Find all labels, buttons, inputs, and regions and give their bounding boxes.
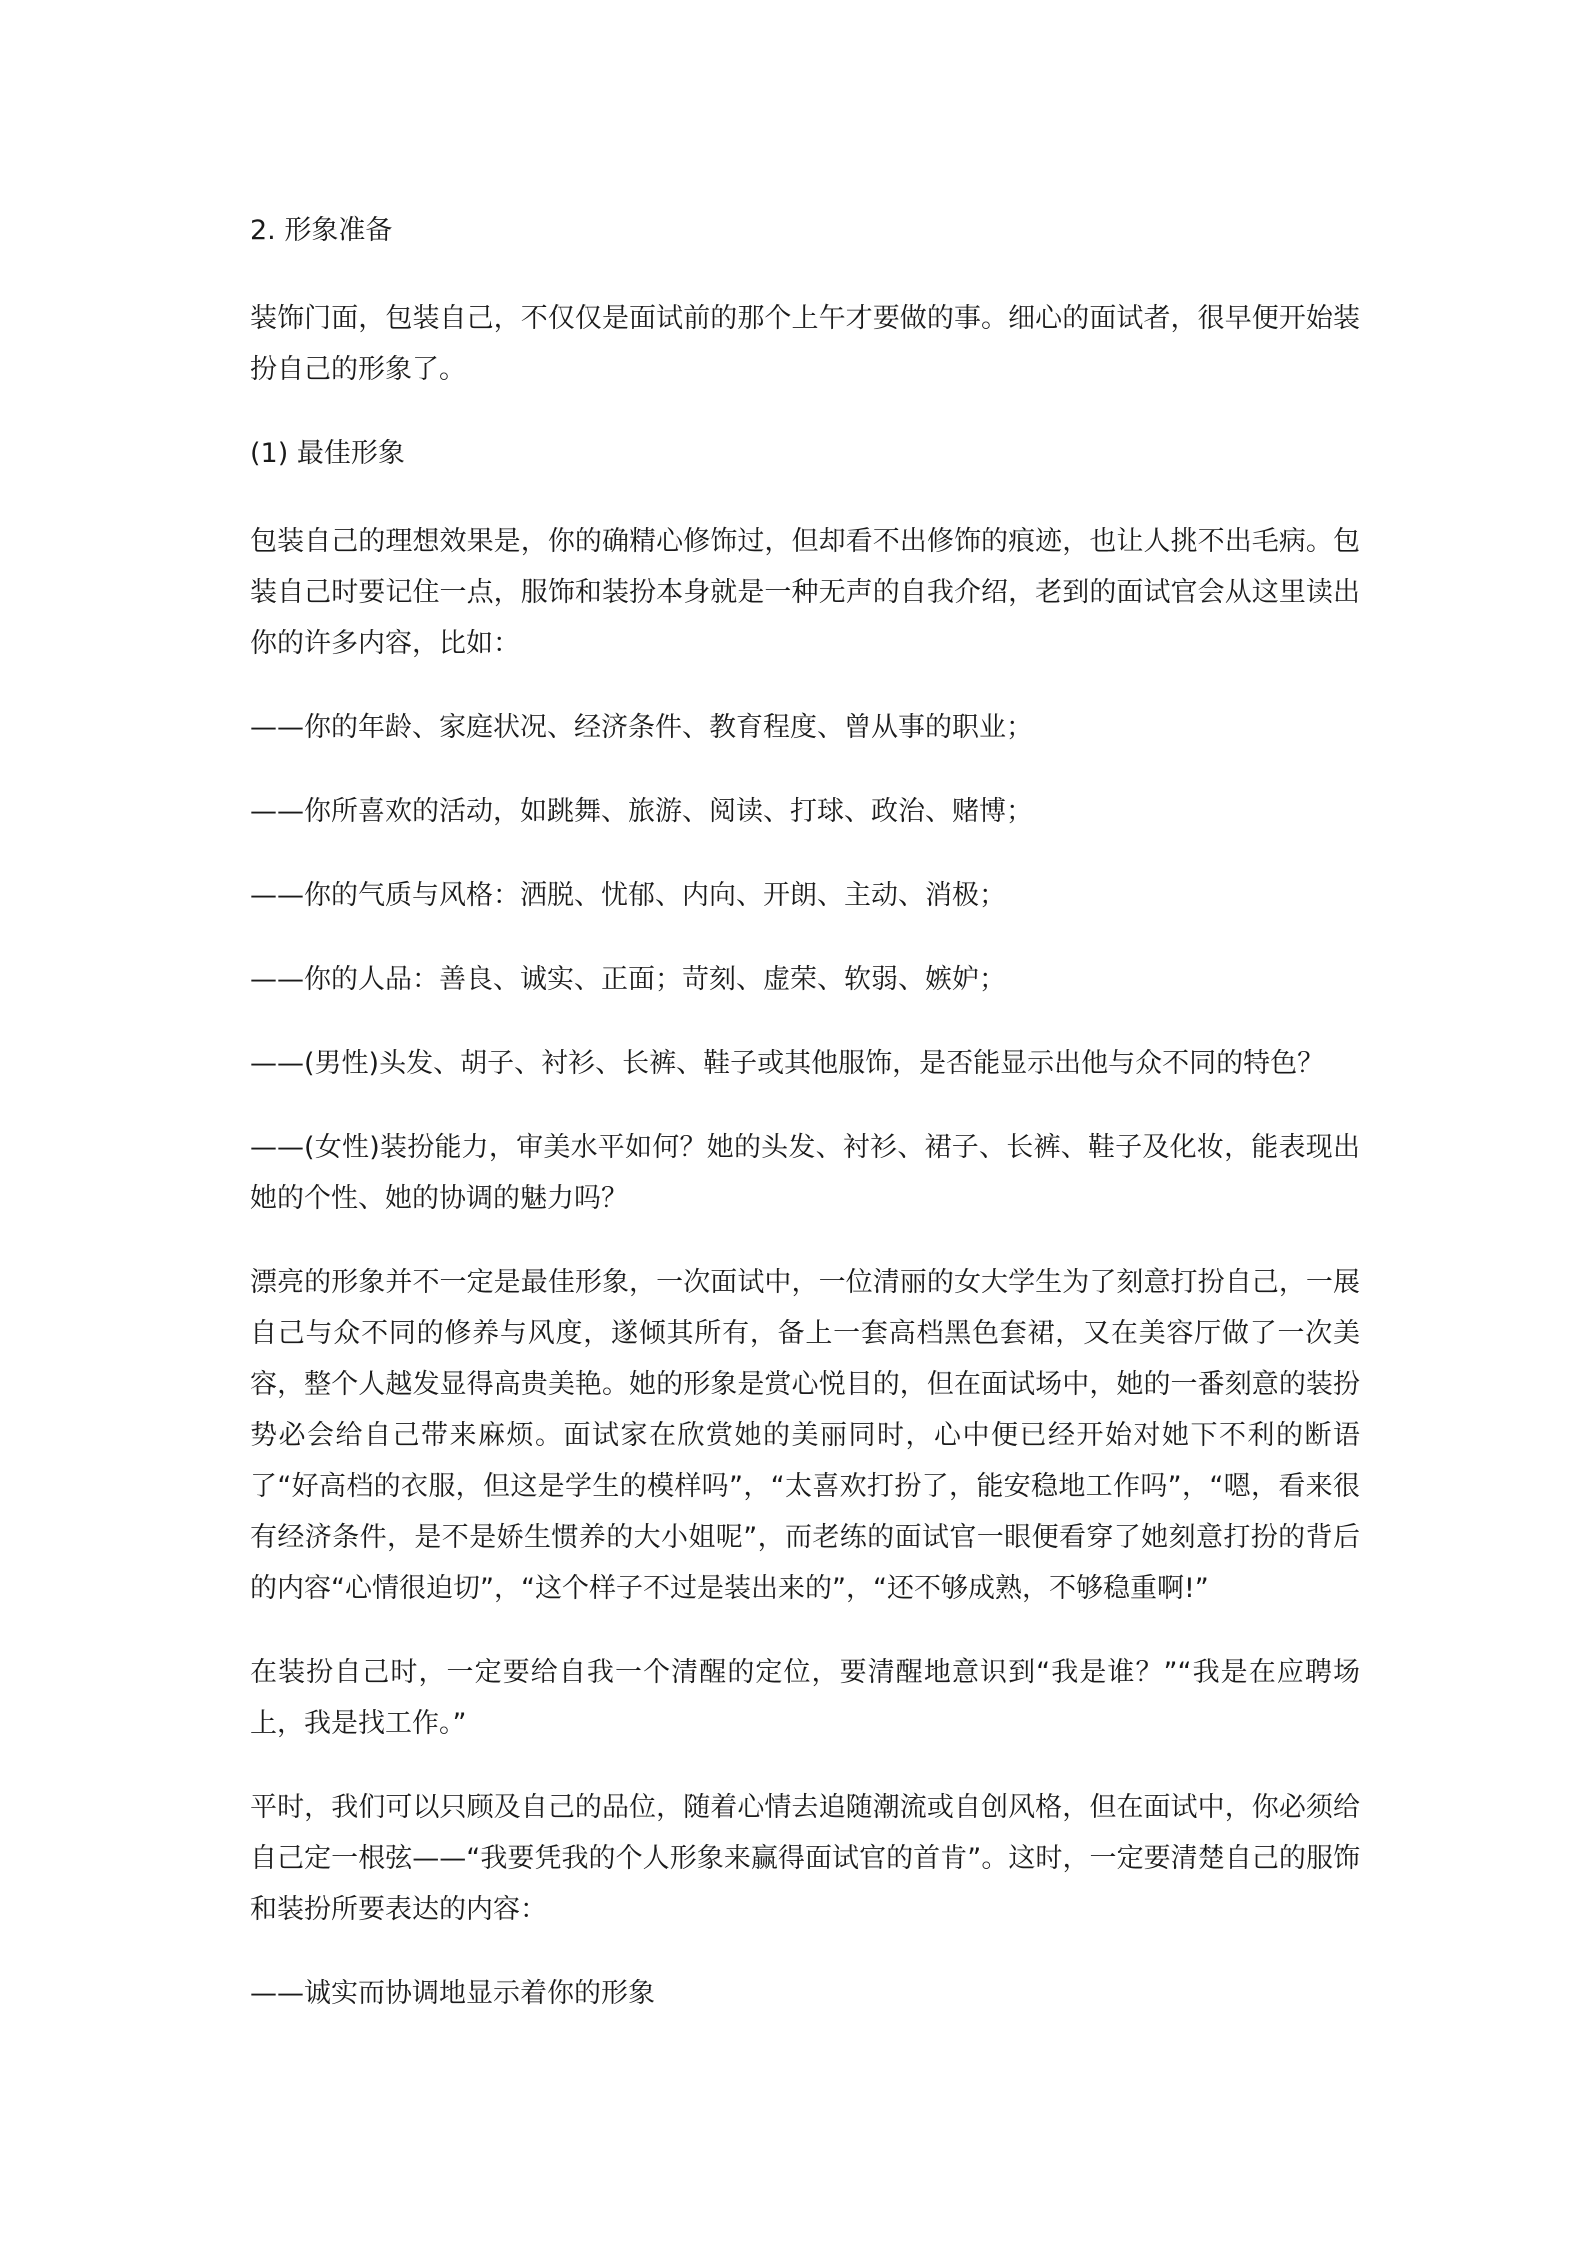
intro-paragraph: 装饰门面，包装自己，不仅仅是面试前的那个上午才要做的事。细心的面试者，很早便开始装扮自己的形象了。	[250, 303, 1360, 385]
positioning-paragraph: 在装扮自己时，一定要给自我一个清醒的定位，要清醒地意识到“我是谁？”“我是在应聘场上，我是找工作。”	[250, 1657, 1360, 1739]
list-item-temperament: ——你的气质与风格：洒脱、忧郁、内向、开朗、主动、消极；	[250, 880, 1006, 911]
list-item-activities: ——你所喜欢的活动，如跳舞、旅游、阅读、打球、政治、赌博；	[250, 796, 1033, 827]
story-paragraph: 漂亮的形象并不一定是最佳形象，一次面试中，一位清丽的女大学生为了刻意打扮自己，一展自己与众不同的修养与风度，遂倾其所有，备上一套高档黑色套裙，又在美容厅做了一次美容，整个人越发显得高贵美艳。她的形象是赏心悦目的，但在面试场中，她的一番刻意的装扮势必会给自己带来麻烦。面试家在欣赏她的美丽同时，心中便已经开始对她下不利的断语了“好高档的衣服，但这是学生的模样吗”，“太喜欢打扮了，能安稳地工作吗”，“嗯，看来很有经济条件，是不是娇生惯养的大小姐呢”，而老练的面试官一眼便看穿了她刻意打扮的背后的内容“心情很迫切”，“这个样子不过是装出来的”，“还不够成熟，不够稳重啊!”	[250, 1267, 1360, 1604]
list-item-honest-image: ——诚实而协调地显示着你的形象	[250, 1978, 655, 2009]
section-title: 2. 形象准备	[250, 215, 393, 246]
list-item-female: ——(女性)装扮能力，审美水平如何？她的头发、衬衫、裙子、长裤、鞋子及化妆，能表现出她的个性、她的协调的魅力吗？	[250, 1132, 1360, 1214]
list-item-character: ——你的人品：善良、诚实、正面；苛刻、虚荣、软弱、嫉妒；	[250, 964, 1006, 995]
list-item-male: ——(男性)头发、胡子、衬衫、长裤、鞋子或其他服饰，是否能显示出他与众不同的特色？	[250, 1048, 1325, 1079]
document-body	[250, 205, 1360, 2052]
subsection-title: (1) 最佳形象	[250, 438, 405, 469]
ideal-image-paragraph: 包装自己的理想效果是，你的确精心修饰过，但却看不出修饰的痕迹，也让人挑不出毛病。包装自己时要记住一点，服饰和装扮本身就是一种无声的自我介绍，老到的面试官会从这里读出你的许多内容，比如：	[250, 526, 1360, 659]
list-item-age: ——你的年龄、家庭状况、经济条件、教育程度、曾从事的职业；	[250, 712, 1033, 743]
everyday-paragraph: 平时，我们可以只顾及自己的品位，随着心情去追随潮流或自创风格，但在面试中，你必须给自己定一根弦——“我要凭我的个人形象来赢得面试官的首肯”。这时，一定要清楚自己的服饰和装扮所要表达的内容：	[250, 1792, 1360, 1925]
